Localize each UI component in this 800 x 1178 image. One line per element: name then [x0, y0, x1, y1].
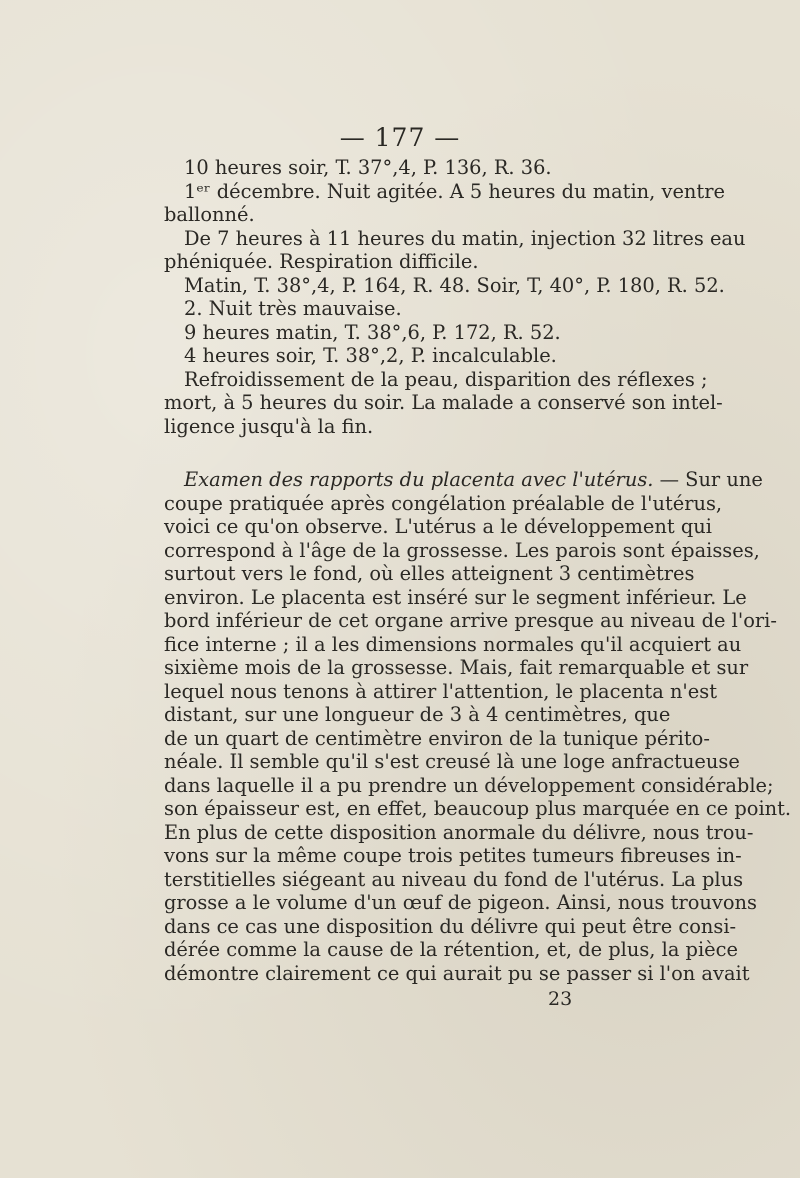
text-line: phéniquée. Respiration difficile. [164, 250, 479, 273]
text-line: vons sur la même coupe trois petites tumeurs fibreuses in- [164, 844, 742, 867]
text-line: distant, sur une longueur de 3 à 4 centimètres, que [164, 703, 671, 726]
text-line: Matin, T. 38°,4, P. 164, R. 48. Soir, T, 40°, P. 180, R. 52. [184, 273, 725, 297]
text-line: coupe pratiquée après congélation préalable de l'utérus, [164, 491, 723, 515]
text-line: démontre clairement ce qui aurait pu se passer si l'on avait [164, 961, 750, 985]
text-line: fice interne ; il a les dimensions normales qu'il acquiert au [164, 632, 742, 656]
text-line: terstitielles siégeant au niveau du fond de l'utérus. La plus [164, 867, 744, 891]
text-line: dérée comme la cause de la rétention, et, de plus, la pièce [164, 938, 738, 961]
text-line: de un quart de centimètre environ de la tunique périto- [164, 726, 710, 750]
text-line: néale. Il semble qu'il s'est creusé là une loge anfractueuse [164, 750, 740, 773]
text-line: mort, à 5 heures du soir. La malade a conservé son intel- [164, 391, 723, 414]
text-line: grosse a le volume d'un œuf de pigeon. Ainsi, nous trouvons [164, 891, 757, 914]
text-line: 9 heures matin, T. 38°,6, P. 172, R. 52. [184, 320, 561, 344]
text-line: 10 heures soir, T. 37°,4, P. 136, R. 36. [184, 156, 552, 179]
text-line: En plus de cette disposition anormale du délivre, nous trou- [164, 820, 754, 844]
exam-heading: Examen des rapports du placenta avec l'utérus. [184, 468, 654, 491]
paragraph-gap [164, 438, 642, 468]
text-line: 1ᵉʳ décembre. Nuit agitée. A 5 heures du matin, ventre [184, 179, 725, 203]
text-line: voici ce qu'on observe. L'utérus a le développement qui [164, 515, 712, 538]
text-line: ligence jusqu'à la fin. [164, 414, 374, 438]
text-line: dans ce cas une disposition du délivre qui peut être consi- [164, 914, 737, 938]
text-line: correspond à l'âge de la grossesse. Les parois sont épaisses, [164, 538, 760, 562]
text-block [164, 156, 792, 985]
text-line: sixième mois de la grossesse. Mais, fait remarquable et sur [164, 656, 749, 679]
text-line: son épaisseur est, en effet, beaucoup plus marquée en ce point. [164, 797, 792, 820]
exam-first-line-rest: — Sur une [653, 468, 763, 491]
text-line: 2. Nuit très mauvaise. [184, 297, 402, 320]
text-line: surtout vers le fond, où elles atteignent 3 centimètres [164, 562, 695, 585]
text-line: De 7 heures à 11 heures du matin, injection 32 litres eau [184, 226, 746, 250]
text-line: environ. Le placenta est inséré sur le segment inférieur. Le [164, 585, 747, 609]
text-line: 4 heures soir, T. 38°,2, P. incalculable. [184, 344, 557, 367]
exam-first-line [164, 468, 763, 492]
text-line: Refroidissement de la peau, disparition des réflexes ; [184, 367, 708, 391]
signature-mark: 23 [548, 988, 573, 1010]
text-line: lequel nous tenons à attirer l'attention, le placenta n'est [164, 679, 717, 703]
page-number: — 177 — [339, 123, 461, 152]
text-line: dans laquelle il a pu prendre un développement considérable; [164, 773, 774, 797]
text-line: ballonné. [164, 203, 255, 226]
text-line: bord inférieur de cet organe arrive presque au niveau de l'ori- [164, 609, 777, 632]
